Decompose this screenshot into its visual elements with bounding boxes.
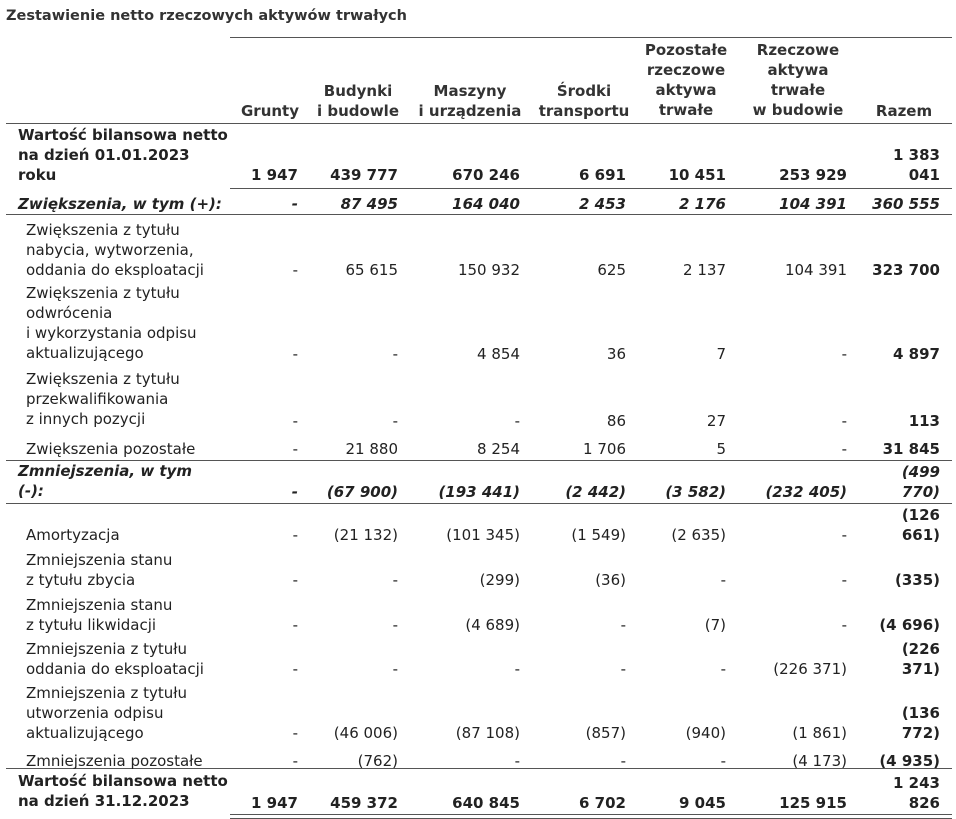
cell-reversal-budynki: - [392,345,398,363]
cell-commission-grunty: - [292,660,298,678]
row-label-reversal: Zwiększenia z tytułu odwrócenia i wykorzystania odpisu aktualizującego [26,284,197,362]
row-label-other-increases: Zwiększenia pozostałe [26,440,196,458]
cell-opening-srodki: 6 691 [579,166,626,184]
cell-increases-pozostale: 2 176 [679,195,726,213]
cell-amort-grunty: - [292,526,298,544]
cell-reclass-budynki: - [392,412,398,430]
cell-closing-razem: 1 243 826 [893,774,940,812]
cell-decreases-srodki: (2 442) [565,483,626,501]
cell-impair-maszyny: (87 108) [455,724,520,742]
cell-reversal-razem: 4 897 [893,345,940,363]
cell-liquid-srodki: - [620,616,626,634]
cell-reclass-w-budowie: - [841,412,847,430]
cell-other-inc-grunty: - [292,440,298,458]
rule-after-decreases [6,503,952,504]
row-label-other-decreases: Zmniejszenia pozostałe [26,752,203,770]
cell-reclass-srodki: 86 [606,412,626,430]
cell-increases-budynki: 87 495 [340,195,398,213]
cell-impair-grunty: - [292,724,298,742]
cell-other-dec-budynki: (762) [357,752,398,770]
cell-amort-budynki: (21 132) [333,526,398,544]
cell-sale-razem: (335) [894,571,940,589]
cell-increases-maszyny: 164 040 [452,195,520,213]
row-label-commissioning: Zmniejszenia z tytułu oddania do eksploatacji [26,640,204,678]
cell-amort-pozostale: (2 635) [671,526,726,544]
cell-reclass-razem: 113 [908,412,940,430]
cell-decreases-pozostale: (3 582) [665,483,726,501]
cell-other-dec-pozostale: - [720,752,726,770]
row-label-closing: Wartość bilansowa netto na dzień 31.12.2023 [18,772,228,810]
cell-other-inc-pozostale: 5 [716,440,726,458]
cell-impair-pozostale: (940) [685,724,726,742]
cell-other-dec-srodki: - [620,752,626,770]
col-header-maszyny: Maszyny i urządzenia [418,82,522,120]
cell-reclass-pozostale: 27 [706,412,726,430]
cell-commission-srodki: - [620,660,626,678]
cell-commission-budynki: - [392,660,398,678]
cell-acquisition-w-budowie: 104 391 [784,261,847,279]
cell-opening-budynki: 439 777 [330,166,398,184]
row-label-reclassification: Zwiększenia z tytułu przekwalifikowania z innych pozycji [26,370,180,428]
rule-header-bottom [6,123,952,124]
cell-commission-w-budowie: (226 371) [773,660,847,678]
cell-decreases-budynki: (67 900) [326,483,398,501]
cell-sale-srodki: (36) [595,571,626,589]
cell-reclass-maszyny: - [514,412,520,430]
cell-liquid-razem: (4 696) [879,616,940,634]
row-label-acquisition: Zwiększenia z tytułu nabycia, wytworzenia, oddania do eksploatacji [26,221,204,279]
row-label-depreciation: Amortyzacja [26,526,120,544]
cell-decreases-maszyny: (193 441) [438,483,520,501]
cell-other-inc-srodki: 1 706 [583,440,626,458]
cell-liquid-budynki: - [392,616,398,634]
cell-opening-razem: 1 383 041 [893,146,940,184]
cell-acquisition-maszyny: 150 932 [457,261,520,279]
cell-increases-razem: 360 555 [872,195,940,213]
cell-reclass-grunty: - [292,412,298,430]
col-header-grunty: Grunty [240,102,299,120]
cell-other-dec-grunty: - [292,752,298,770]
cell-closing-maszyny: 640 845 [452,794,520,812]
cell-closing-budynki: 459 372 [330,794,398,812]
cell-other-inc-w-budowie: - [841,440,847,458]
row-label-opening: Wartość bilansowa netto na dzień 01.01.2023 roku [18,126,228,184]
cell-opening-maszyny: 670 246 [452,166,520,184]
cell-other-dec-maszyny: - [514,752,520,770]
cell-sale-pozostale: - [720,571,726,589]
cell-liquid-maszyny: (4 689) [465,616,520,634]
row-label-liquidation: Zmniejszenia stanu z tytułu likwidacji [26,596,173,634]
row-label-increases: Zwiększenia, w tym (+): [18,195,222,213]
cell-impair-w-budowie: (1 861) [792,724,847,742]
cell-other-inc-budynki: 21 880 [345,440,398,458]
cell-amort-w-budowie: - [841,526,847,544]
cell-increases-grunty: - [291,195,298,213]
cell-acquisition-razem: 323 700 [872,261,940,279]
cell-amort-razem: (126 661) [901,506,940,544]
cell-acquisition-srodki: 625 [597,261,626,279]
cell-closing-w-budowie: 125 915 [779,794,847,812]
row-label-sale: Zmniejszenia stanu z tytułu zbycia [26,551,173,589]
cell-opening-pozostale: 10 451 [668,166,726,184]
cell-sale-w-budowie: - [841,571,847,589]
cell-commission-maszyny: - [514,660,520,678]
cell-liquid-grunty: - [292,616,298,634]
col-header-budynki: Budynki i budowle [317,82,399,120]
cell-acquisition-grunty: - [292,261,298,279]
row-label-decreases: Zmniejszenia, w tym (-): [18,462,192,500]
cell-opening-grunty: 1 947 [251,166,298,184]
cell-reversal-pozostale: 7 [716,345,726,363]
cell-acquisition-budynki: 65 615 [345,261,398,279]
cell-impair-budynki: (46 006) [333,724,398,742]
cell-other-dec-w-budowie: (4 173) [792,752,847,770]
cell-sale-maszyny: (299) [479,571,520,589]
table-title: Zestawienie netto rzeczowych aktywów trwałych [6,8,407,24]
rule-after-opening [230,188,952,189]
row-label-impairment: Zmniejszenia z tytułu utworzenia odpisu aktualizującego [26,684,188,742]
rule-closing-double [230,814,952,819]
cell-increases-w-budowie: 104 391 [779,195,847,213]
cell-decreases-razem: (499 770) [901,463,940,501]
cell-commission-pozostale: - [720,660,726,678]
cell-opening-w-budowie: 253 929 [779,166,847,184]
cell-other-inc-razem: 31 845 [882,440,940,458]
cell-closing-srodki: 6 702 [579,794,626,812]
rule-after-increases [6,214,952,215]
col-header-w-budowie: Rzeczowe aktywa trwałe w budowie [752,41,844,119]
cell-closing-grunty: 1 947 [251,794,298,812]
cell-liquid-w-budowie: - [841,616,847,634]
cell-decreases-grunty: - [291,483,298,501]
cell-impair-srodki: (857) [585,724,626,742]
cell-reversal-grunty: - [292,345,298,363]
cell-acquisition-pozostale: 2 137 [683,261,726,279]
cell-reversal-maszyny: 4 854 [477,345,520,363]
cell-liquid-pozostale: (7) [704,616,726,634]
cell-other-inc-maszyny: 8 254 [477,440,520,458]
cell-amort-maszyny: (101 345) [446,526,520,544]
cell-sale-budynki: - [392,571,398,589]
cell-reversal-srodki: 36 [606,345,626,363]
col-header-pozostale: Pozostałe rzeczowe aktywa trwałe [644,41,728,119]
cell-decreases-w-budowie: (232 405) [765,483,847,501]
cell-amort-srodki: (1 549) [571,526,626,544]
rule-header-top [230,37,952,38]
cell-other-dec-razem: (4 935) [879,752,940,770]
col-header-razem: Razem [875,102,933,120]
cell-increases-srodki: 2 453 [579,195,626,213]
cell-commission-razem: (226 371) [901,640,940,678]
cell-sale-grunty: - [292,571,298,589]
cell-impair-razem: (136 772) [901,704,940,742]
cell-reversal-w-budowie: - [841,345,847,363]
cell-closing-pozostale: 9 045 [679,794,726,812]
col-header-srodki: Środki transportu [538,82,630,120]
